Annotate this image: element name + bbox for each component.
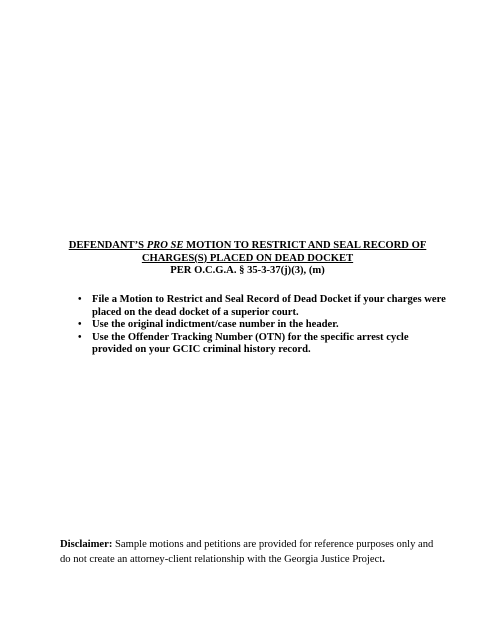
instruction-text: File a Motion to Restrict and Seal Record of Dead Docket if your charges were placed on the dead docket of a superior court. (92, 294, 446, 318)
instructions-list (78, 294, 448, 357)
title-line-3: PER O.C.G.A. § 35-3-37(j)(3), (m) (170, 265, 325, 277)
instruction-item (78, 332, 448, 357)
disclaimer-label: Disclaimer: (60, 539, 113, 550)
disclaimer-period: . (382, 554, 385, 566)
bullet-icon: • (78, 319, 82, 331)
instruction-text: Use the original indictment/case number in the header. (92, 319, 339, 331)
title-suffix: MOTION TO RESTRICT AND SEAL RECORD OF (183, 240, 427, 251)
bullet-icon: • (78, 331, 82, 343)
disclaimer-text: Sample motions and petitions are provided for reference purposes only and do not create an attorney-client relationship with the Georgia Justice Project (60, 539, 434, 566)
bullet-icon: • (78, 294, 82, 305)
title-line-1 (60, 240, 435, 253)
instruction-item (78, 294, 448, 319)
title-prefix: DEFENDANT’S (68, 240, 147, 251)
disclaimer (60, 537, 445, 568)
title-pro-se: PRO SE (146, 240, 184, 251)
instruction-item (78, 319, 448, 332)
instruction-text: Use the Offender Tracking Number (OTN) for the specific arrest cycle provided on your GCIC criminal history record. (92, 331, 409, 356)
title-line-2: CHARGES(S) PLACED ON DEAD DOCKET (141, 252, 354, 264)
document-title (60, 240, 435, 278)
